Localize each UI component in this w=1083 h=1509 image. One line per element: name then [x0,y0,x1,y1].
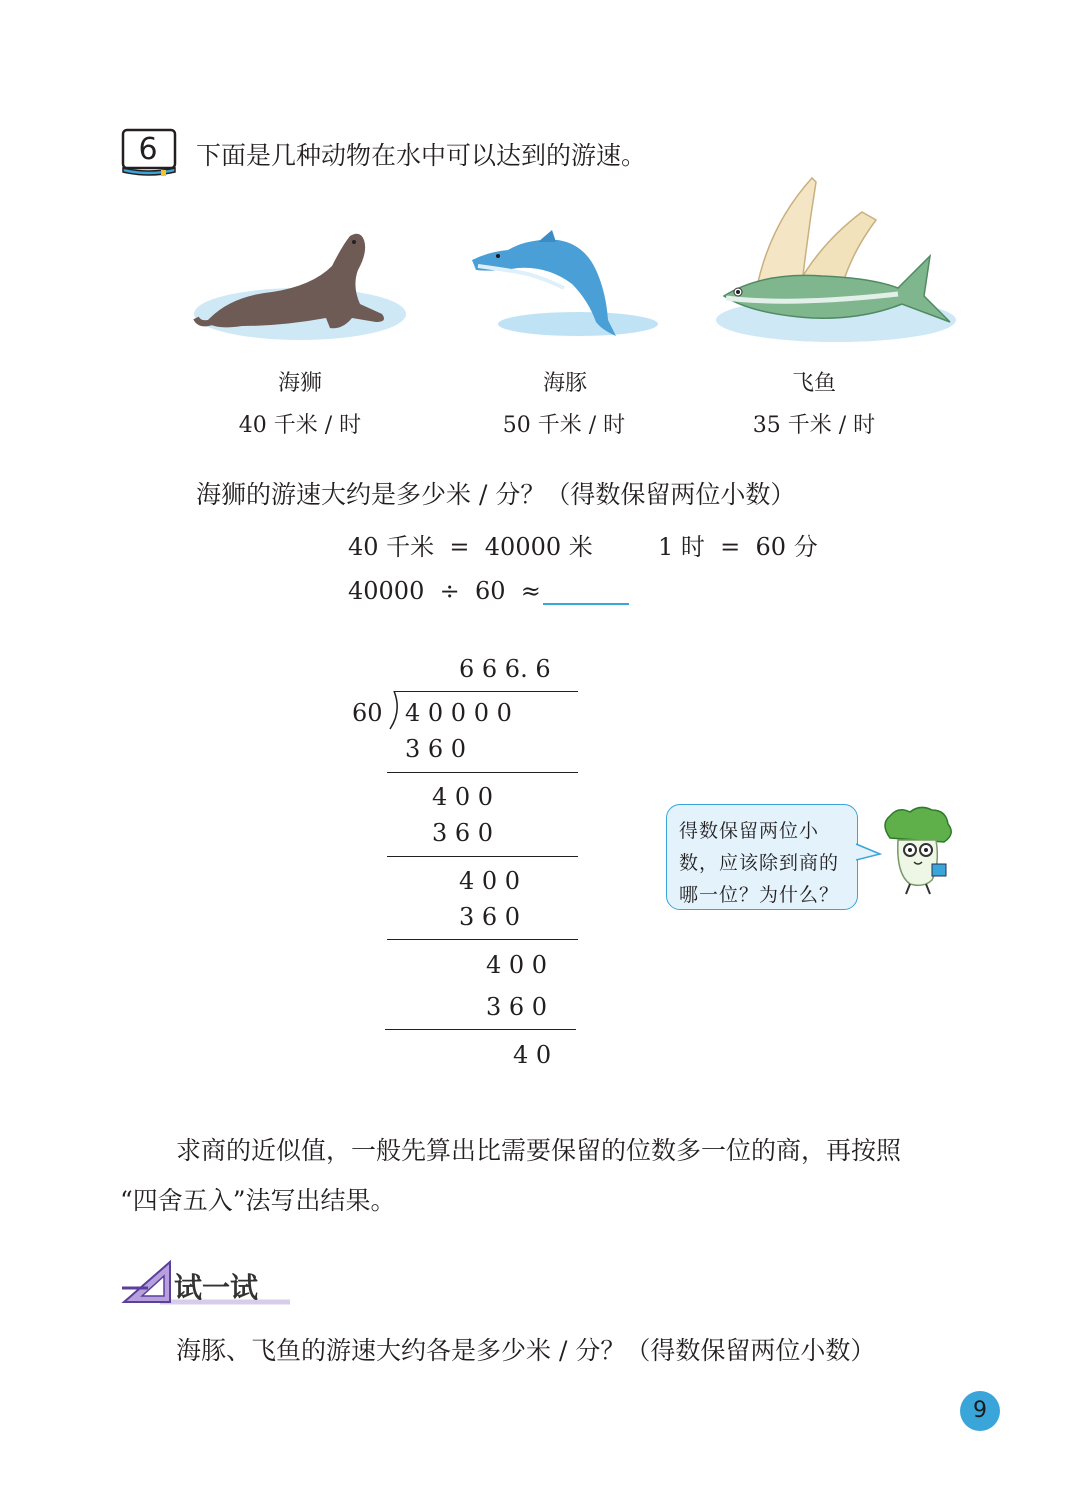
question-text: 海狮的游速大约是多少米 / 分？（得数保留两位小数） [196,480,796,509]
division-quotient: 6 6 6. 6 [459,655,551,683]
division-line [387,772,578,773]
bubble-line: 得数保留两位小 [679,820,820,842]
animal-name-dolphin: 海豚 [542,371,587,396]
page-number: 9 [973,1398,987,1423]
division-step: 3 6 0 [459,903,521,931]
bubble-line: 数，应该除到商的 [679,852,840,874]
division-divisor: 60 [352,699,383,727]
bubble-tail [856,842,882,862]
problem-number: 6 [138,132,158,167]
animal-speed-flying-fish: 35 千米 / 时 [752,413,876,438]
animal-name-sea-lion: 海狮 [277,371,322,396]
animal-name-flying-fish: 飞鱼 [791,371,836,396]
cabbage-mascot-icon [880,804,954,896]
division-remainder: 4 0 [513,1041,552,1069]
try-it-label: 试一试 [174,1271,259,1304]
division-line [387,856,578,857]
hint-speech-bubble [666,804,858,910]
division-step: 3 6 0 [486,993,548,1021]
dolphin-icon [468,230,662,342]
division-step: 4 0 0 [459,867,521,895]
division-line [387,939,578,940]
division-step: 4 0 0 [432,783,494,811]
animal-speed-dolphin: 50 千米 / 时 [502,413,626,438]
rule-text-line2: “四舍五入”法写出结果。 [120,1186,396,1215]
division-step: 4 0 0 [486,951,548,979]
division-dividend: 4 0 0 0 0 [405,699,512,727]
division-step: 3 6 0 [405,735,467,763]
answer-blank [543,603,629,605]
problem-statement: 下面是几种动物在水中可以达到的游速。 [196,141,647,170]
try-it-question: 海豚、飞鱼的游速大约各是多少米 / 分？（得数保留两位小数） [176,1336,876,1365]
conversion-km: 40 千米 = 40000 米 [348,533,593,561]
animal-speed-sea-lion: 40 千米 / 时 [238,413,362,438]
conversion-hour: 1 时 = 60 分 [658,533,818,561]
sea-lion-icon [192,226,408,346]
division-line [385,1029,576,1030]
division-bracket [386,691,402,731]
flying-fish-icon [712,172,960,348]
division-bar [394,691,578,692]
rule-text-line1: 求商的近似值，一般先算出比需要保留的位数多一位的商，再按照 [176,1136,902,1165]
division-step: 3 6 0 [432,819,494,847]
bubble-line: 哪一位？为什么？ [679,884,840,906]
division-expression: 40000 ÷ 60 ≈ [348,577,541,605]
